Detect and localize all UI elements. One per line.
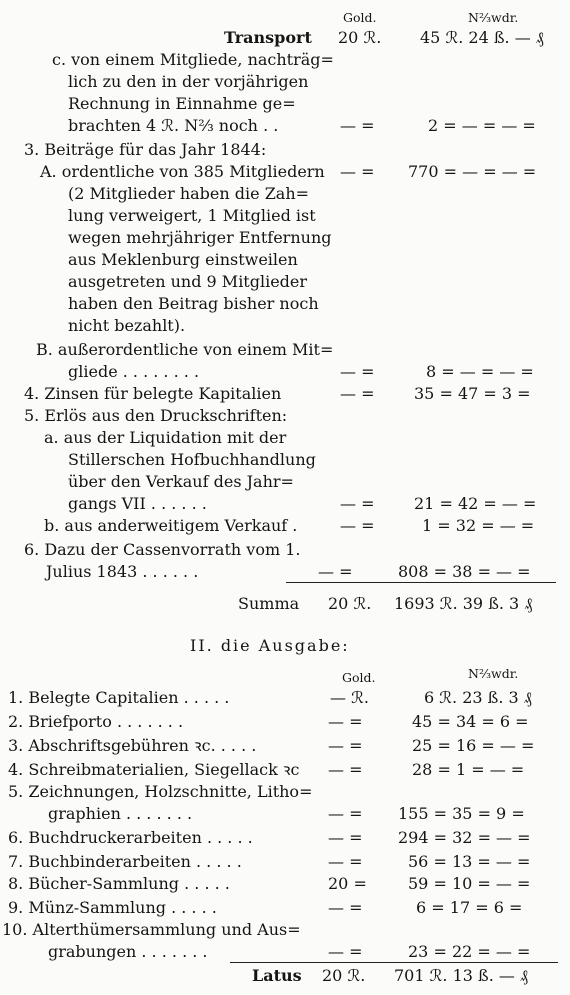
item-6-line-2: Julius 1843 . . . . . . [46, 562, 199, 581]
item-4-label: 4. Zinsen für belegte Kapitalien [24, 384, 282, 403]
expense-row-9-gold: — = [328, 898, 363, 917]
expense-row-10-label: 10. Alterthümersammlung und Aus= [2, 920, 301, 939]
item-5b-gold: — = [340, 516, 375, 535]
item-3b-line-1: B. außerordentliche von einem Mit= [36, 340, 334, 359]
expense-row-10-label-cont: grabungen . . . . . . . [48, 942, 208, 961]
expense-row-1-gold: — ℛ. [330, 688, 369, 707]
item-6-gold: — = [318, 562, 353, 581]
item-3a-line-4: wegen mehrjähriger Entfernung [68, 228, 332, 247]
item-3a-courant: 770 = — = — = [408, 162, 537, 181]
expense-row-2-gold: — = [328, 712, 363, 731]
expense-row-7-label: 7. Buchbinderarbeiten . . . . . [8, 852, 242, 871]
expense-row-1-label: 1. Belegte Capitalien . . . . . [8, 688, 230, 707]
item-5a-line-2: Stillerschen Hofbuchhandlung [68, 450, 316, 469]
latus-label: Latus [252, 966, 302, 985]
item-4-courant: 35 = 47 = 3 = [414, 384, 531, 403]
expense-row-3-gold: — = [328, 736, 363, 755]
transport-courant: 45 ℛ. 24 ß. — ₰ [420, 28, 544, 47]
item-3a-gold: — = [340, 162, 375, 181]
gold-column-header: Gold. [343, 10, 377, 25]
summa-rule [286, 582, 556, 583]
expense-row-9-courant: 6 = 17 = 6 = [416, 898, 523, 917]
expense-row-2-courant: 45 = 34 = 6 = [412, 712, 529, 731]
item-3c-line-1: c. von einem Mitgliede, nachträg= [52, 50, 334, 69]
item-3c-line-2: lich zu den in der vorjährigen [68, 72, 309, 91]
expense-row-4-gold: — = [328, 760, 363, 779]
expense-row-5-gold: — = [328, 804, 363, 823]
item-6-courant: 808 = 38 = — = [398, 562, 531, 581]
item-5a-gold: — = [340, 494, 375, 513]
expenses-title: II. die Ausgabe: [190, 636, 350, 655]
item-3c-courant: 2 = — = — = [428, 116, 536, 135]
expense-row-7-gold: — = [328, 852, 363, 871]
expense-row-5-courant: 155 = 35 = 9 = [398, 804, 525, 823]
item-3a-line-5: aus Meklenburg einstweilen [68, 250, 298, 269]
courant-column-header: N⅔wdr. [468, 10, 519, 25]
item-4-gold: — = [340, 384, 375, 403]
item-5a-line-4: gangs VII . . . . . . [68, 494, 207, 513]
expense-row-8-label: 8. Bücher-Sammlung . . . . . [8, 874, 230, 893]
item-5a-line-1: a. aus der Liquidation mit der [44, 428, 287, 447]
item-5b-courant: 1 = 32 = — = [422, 516, 535, 535]
latus-gold: 20 ℛ. [322, 966, 366, 985]
item-3c-line-4: brachten 4 ℛ. N⅔ noch . . [68, 116, 279, 135]
item-5a-line-3: über den Verkauf des Jahr= [68, 472, 294, 491]
summa-label: Summa [238, 594, 300, 613]
transport-gold: 20 ℛ. [338, 28, 382, 47]
item-3a-line-6: ausgetreten und 9 Mitglieder [68, 272, 308, 291]
item-5a-courant: 21 = 42 = — = [414, 494, 537, 513]
item-3a-line-3: lung verweigert, 1 Mitglied ist [68, 206, 316, 225]
item-3a-line-8: nicht bezahlt). [68, 316, 186, 335]
item-3-heading: 3. Beiträge für das Jahr 1844: [24, 140, 267, 159]
item-3a-line-2: (2 Mitglieder haben die Zah= [68, 184, 310, 203]
expense-row-8-gold: 20 = [328, 874, 367, 893]
summa-gold: 20 ℛ. [328, 594, 372, 613]
expense-row-4-label: 4. Schreibmaterialien, Siegellack ꝛc [8, 760, 300, 779]
expense-row-6-courant: 294 = 32 = — = [398, 828, 531, 847]
item-3c-gold: — = [340, 116, 375, 135]
expense-row-4-courant: 28 = 1 = — = [412, 760, 525, 779]
expense-row-1-courant: 6 ℛ. 23 ß. 3 ₰ [424, 688, 532, 707]
expense-row-3-label: 3. Abschriftsgebühren ꝛc. . . . . [8, 736, 257, 755]
expense-row-8-courant: 59 = 10 = — = [408, 874, 531, 893]
expense-row-2-label: 2. Briefporto . . . . . . . [8, 712, 184, 731]
expense-row-5-label-cont: graphien . . . . . . . [48, 804, 193, 823]
item-3c-line-3: Rechnung in Einnahme ge= [68, 94, 296, 113]
item-5-heading: 5. Erlös aus den Druckschriften: [24, 406, 288, 425]
expense-row-3-courant: 25 = 16 = — = [412, 736, 535, 755]
expense-row-7-courant: 56 = 13 = — = [408, 852, 531, 871]
expense-row-9-label: 9. Münz-Sammlung . . . . . [8, 898, 217, 917]
latus-rule [230, 962, 558, 963]
expense-row-6-label: 6. Buchdruckerarbeiten . . . . . [8, 828, 253, 847]
item-3a-line-1: A. ordentliche von 385 Mitgliedern [40, 162, 325, 181]
summa-courant: 1693 ℛ. 39 ß. 3 ₰ [394, 594, 533, 613]
expense-row-5-label: 5. Zeichnungen, Holzschnitte, Litho= [8, 782, 313, 801]
expense-row-10-gold: — = [328, 942, 363, 961]
item-3b-courant: 8 = — = — = [426, 362, 534, 381]
item-5b-label: b. aus anderweitigem Verkauf . [44, 516, 298, 535]
item-3b-line-2: gliede . . . . . . . . [68, 362, 200, 381]
expenses-gold-header: Gold. [342, 670, 376, 685]
item-3a-line-7: haben den Beitrag bisher noch [68, 294, 319, 313]
transport-label: Transport [224, 28, 312, 47]
expenses-courant-header: N⅔wdr. [468, 666, 519, 681]
latus-courant: 701 ℛ. 13 ß. — ₰ [394, 966, 528, 985]
item-3b-gold: — = [340, 362, 375, 381]
expense-row-6-gold: — = [328, 828, 363, 847]
item-6-line-1: 6. Dazu der Cassenvorrath vom 1. [24, 540, 301, 559]
expense-row-10-courant: 23 = 22 = — = [408, 942, 531, 961]
